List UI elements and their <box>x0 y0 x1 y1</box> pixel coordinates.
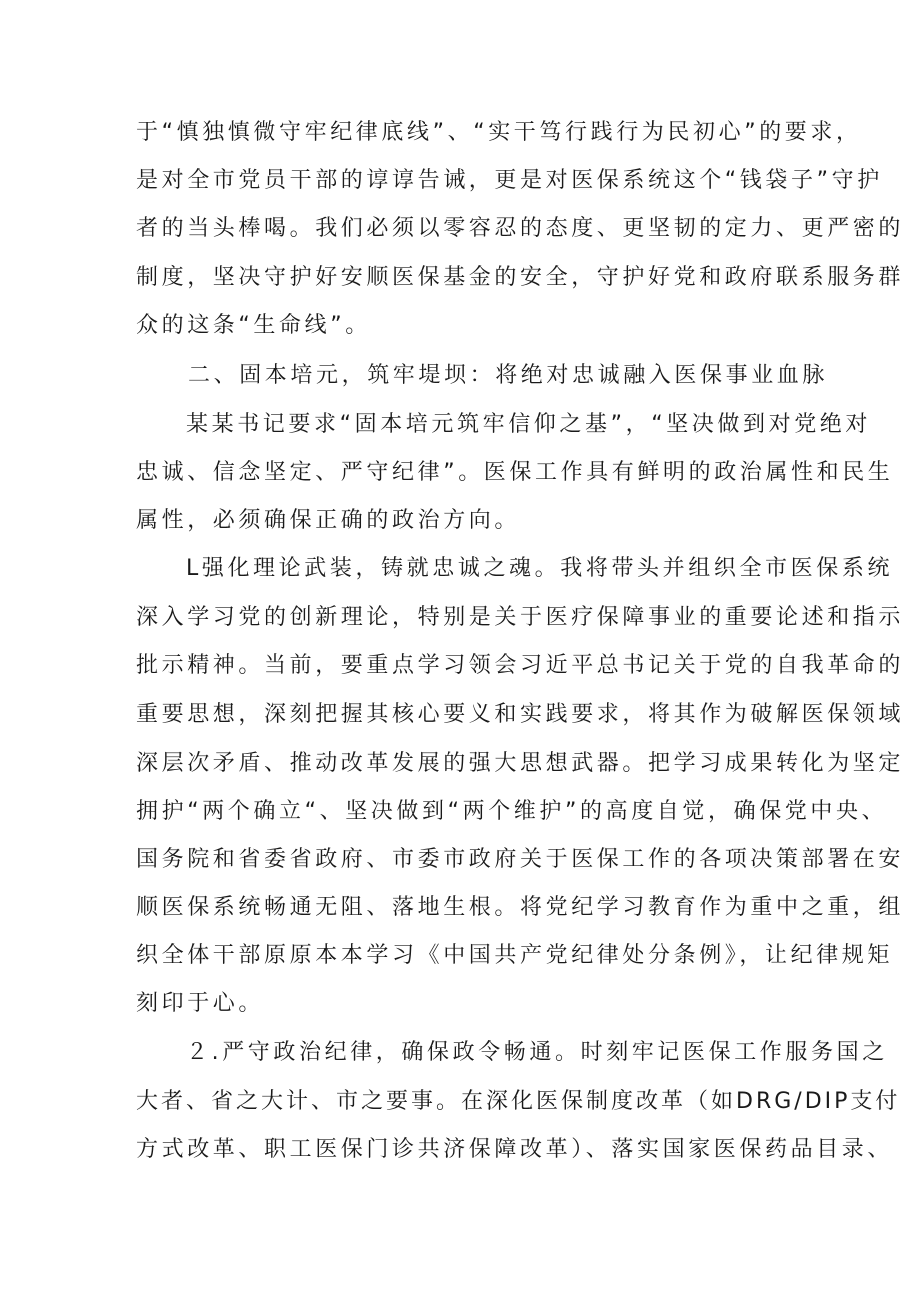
text-line: 制度，坚决守护好安顺医保基金的安全，守护好党和政府联系服务群 <box>136 265 905 290</box>
text-line: 国务院和省委省政府、市委市政府关于医保工作的各项决策部署在安 <box>136 847 905 872</box>
text-line: 者的当头棒喝。我们必须以零容忍的态度、更坚韧的定力、更严密的 <box>136 216 905 241</box>
text-line: 于“慎独慎微守牢纪律底线”、“实干笃行践行为民初心”的要求， <box>136 120 862 145</box>
text-line: L强化理论武装，铸就忠诚之魂。我将带头并组织全市医保系统 <box>186 556 894 581</box>
section-heading: 二、固本培元，筑牢堤坝：将绝对忠诚融入医保事业血脉 <box>188 363 829 388</box>
text-line: 重要思想，深刻把握其核心要义和实践要求，将其作为破解医保领域 <box>136 702 905 727</box>
text-line: ２.严守政治纪律，确保政令畅通。时刻牢记医保工作服务国之 <box>186 1040 888 1065</box>
text-line: 拥护“两个确立“、坚决做到“两个维护”的高度自觉，确保党中央、 <box>136 799 888 824</box>
text-line: 众的这条“生命线”。 <box>136 313 371 338</box>
text-line: 刻印于心。 <box>136 991 265 1016</box>
text-line: 某某书记要求“固本培元筑牢信仰之基”，“坚决做到对党绝对 <box>186 412 871 437</box>
text-line: 大者、省之大计、市之要事。在深化医保制度改革（如DRG/DIP支付 <box>136 1089 901 1114</box>
text-line: 深层次矛盾、推动改革发展的强大思想武器。把学习成果转化为坚定 <box>136 751 905 776</box>
text-line: 忠诚、信念坚定、严守纪律”。医保工作具有鲜明的政治属性和民生 <box>136 460 894 485</box>
text-line: 方式改革、职工医保门诊共济保障改革）、落实国家医保药品目录、 <box>136 1137 894 1162</box>
text-line: 批示精神。当前，要重点学习领会习近平总书记关于党的自我革命的 <box>136 653 905 678</box>
text-line: 属性，必须确保正确的政治方向。 <box>136 508 521 533</box>
text-line: 是对全市党员干部的谆谆告诫，更是对医保系统这个“钱袋子”守护 <box>136 168 883 193</box>
text-line: 织全体干部原原本本学习《中国共产党纪律处分条例》，让纪律规矩 <box>136 943 894 968</box>
text-line: 顺医保系统畅通无阻、落地生根。将党纪学习教育作为重中之重，组 <box>136 895 905 920</box>
text-line: 深入学习党的创新理论，特别是关于医疗保障事业的重要论述和指示 <box>136 605 905 630</box>
